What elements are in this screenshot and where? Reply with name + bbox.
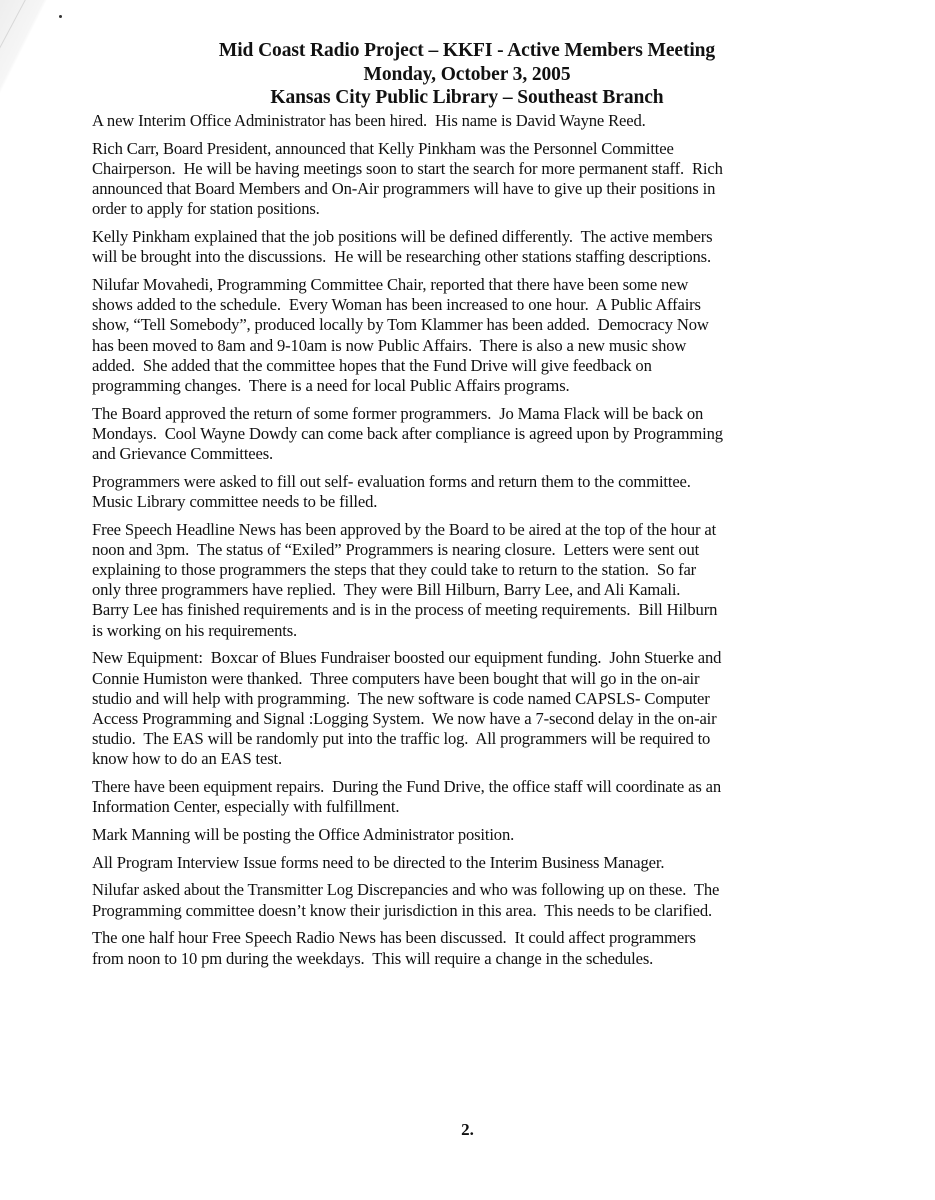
- paragraph-line: Chairperson. He will be having meetings soon to start the search for more permanent staff. Rich: [92, 158, 723, 178]
- paragraph-line: Mark Manning will be posting the Office Administrator position.: [92, 825, 515, 844]
- paragraph-line: All Program Interview Issue forms need to be directed to the Interim Business Manager.: [92, 852, 665, 872]
- paragraph-line: is working on his requirements.: [92, 620, 298, 640]
- minutes-paragraph: [92, 853, 832, 873]
- document-header: [92, 39, 842, 110]
- paragraph-line: programming changes. There is a need for local Public Affairs programs.: [92, 375, 570, 395]
- minutes-paragraph: [92, 111, 832, 131]
- paragraph-line: There have been equipment repairs. During the Fund Drive, the office staff will coordinate as an: [92, 777, 722, 797]
- paragraph-line: Nilufar asked about the Transmitter Log Discrepancies and who was following up on these. The: [92, 880, 720, 900]
- minutes-paragraph: [92, 404, 832, 465]
- paragraph-line: only three programmers have replied. They were Bill Hilburn, Barry Lee, and Ali Kamali.: [92, 580, 681, 600]
- minutes-paragraph: [92, 139, 832, 220]
- minutes-paragraph: [92, 777, 832, 817]
- meeting-date: Monday, October 3, 2005: [363, 63, 571, 85]
- paragraph-line: The Board approved the return of some former programmers. Jo Mama Flack will be back on: [92, 403, 704, 423]
- paragraph-line: Information Center, especially with fulfillment.: [92, 797, 400, 817]
- minutes-paragraph: [92, 928, 832, 968]
- paragraph-line: Nilufar Movahedi, Programming Committee Chair, reported that there have been some new: [92, 274, 689, 294]
- minutes-paragraph: [92, 472, 832, 512]
- minutes-paragraph: [92, 648, 832, 769]
- paragraph-line: and Grievance Committees.: [92, 444, 274, 464]
- minutes-paragraph: [92, 880, 832, 920]
- paragraph-line: Rich Carr, Board President, announced that Kelly Pinkham was the Personnel Committee: [92, 138, 674, 158]
- minutes-paragraph: [92, 275, 832, 396]
- paragraph-line: Mondays. Cool Wayne Dowdy can come back after compliance is agreed upon by Programming: [92, 423, 723, 443]
- paragraph-line: explaining to those programmers the steps that they could take to return to the station. So far: [92, 560, 697, 580]
- paragraph-line: will be brought into the discussions. He will be researching other stations staffing descriptions.: [92, 247, 711, 267]
- minutes-paragraph: [92, 227, 832, 267]
- meeting-location: Kansas City Public Library – Southeast Branch: [270, 87, 664, 108]
- meeting-minutes-body: [92, 111, 832, 976]
- paragraph-line: Music Library committee needs to be filled.: [92, 491, 378, 511]
- paragraph-line: added. She added that the committee hopes that the Fund Drive will give feedback on: [92, 355, 652, 375]
- paragraph-line: Free Speech Headline News has been approved by the Board to be aired at the top of the hour at: [92, 519, 717, 539]
- paragraph-line: Programmers were asked to fill out self- evaluation forms and return them to the committee.: [92, 471, 691, 491]
- document-title: Mid Coast Radio Project – KKFI - Active Members Meeting: [218, 40, 716, 61]
- paragraph-line: The one half hour Free Speech Radio News has been discussed. It could affect programmers: [92, 928, 696, 948]
- paragraph-line: has been moved to 8am and 9-10am is now Public Affairs. There is also a new music show: [92, 335, 687, 355]
- minutes-paragraph: [92, 520, 832, 641]
- page-number: 2.: [461, 1120, 474, 1139]
- paragraph-line: A new Interim Office Administrator has been hired. His name is David Wayne Reed.: [92, 111, 646, 130]
- paragraph-line: announced that Board Members and On-Air programmers will have to give up their positions in: [92, 179, 716, 199]
- paragraph-line: studio and will help with programming. The new software is code named CAPSLS- Computer: [92, 688, 710, 708]
- paragraph-line: noon and 3pm. The status of “Exiled” Programmers is nearing closure. Letters were sent out: [92, 539, 700, 559]
- paragraph-line: Kelly Pinkham explained that the job positions will be defined differently. The active members: [92, 227, 713, 247]
- paragraph-line: Access Programming and Signal :Logging System. We now have a 7-second delay in the on-air: [92, 708, 717, 728]
- paragraph-line: shows added to the schedule. Every Woman has been increased to one hour. A Public Affairs: [92, 295, 701, 315]
- paragraph-line: New Equipment: Boxcar of Blues Fundraiser boosted our equipment funding. John Stuerke and: [92, 648, 722, 668]
- paragraph-line: from noon to 10 pm during the weekdays. This will require a change in the schedules.: [92, 948, 654, 968]
- paragraph-line: Barry Lee has finished requirements and is in the process of meeting requirements. Bill Hilburn: [92, 600, 718, 620]
- paragraph-line: show, “Tell Somebody”, produced locally by Tom Klammer has been added. Democracy Now: [92, 315, 709, 335]
- paragraph-line: Programming committee doesn’t know their jurisdiction in this area. This needs to be clarified.: [92, 900, 713, 920]
- scan-speck: [59, 15, 62, 18]
- paragraph-line: know how to do an EAS test.: [92, 749, 282, 769]
- paragraph-line: Connie Humiston were thanked. Three computers have been bought that will go in the on-air: [92, 668, 700, 688]
- minutes-paragraph: [92, 825, 832, 845]
- paragraph-line: order to apply for station positions.: [92, 199, 320, 219]
- paragraph-line: studio. The EAS will be randomly put into the traffic log. All programmers will be required to: [92, 729, 711, 749]
